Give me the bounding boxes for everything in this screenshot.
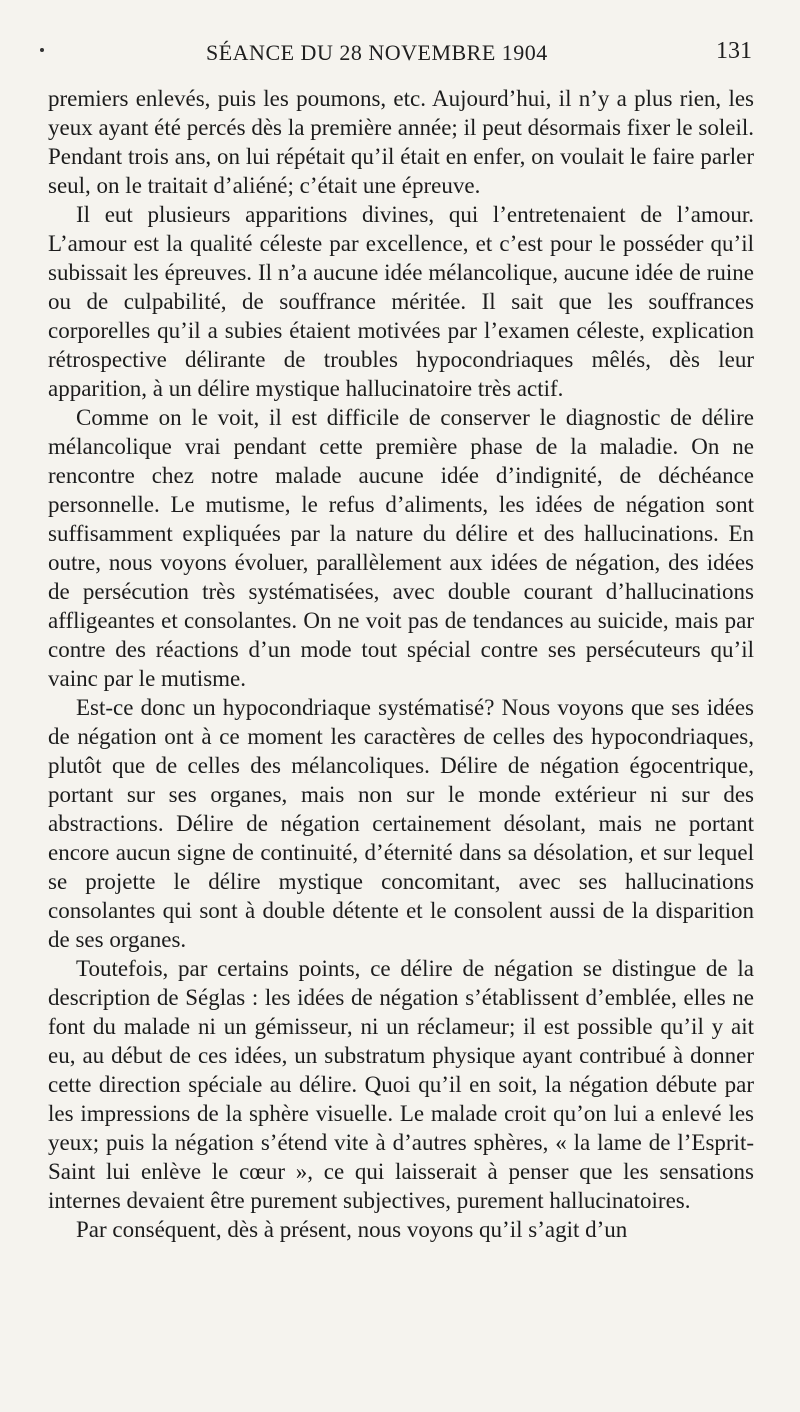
paragraph-3: Comme on le voit, il est difficile de conserver le diagnostic de délire mélancolique vrai pendant cette première phase de la maladie. On ne rencontre chez notre malade aucune idée d’indignité, de déchéance personnelle. Le mutisme, le refus d’aliments, les idées de négation sont suffisamment expliquées par la nature du délire et des hallucinations. En outre, nous voyons évoluer, parallèlement aux idées de négation, des idées de persécution très systématisées, avec double courant d’hallucinations affligeantes et consolantes. On ne voit pas de tendances au suicide, mais par contre des réactions d’un mode tout spécial contre ses persécuteurs qu’il vainc par le mutisme. <box>48 405 754 691</box>
page-number: 131 <box>716 38 752 64</box>
running-head: SÉANCE DU 28 NOVEMBRE 1904 <box>206 40 548 65</box>
paragraph-1: premiers enlevés, puis les poumons, etc. Aujourd’hui, il n’y a plus rien, les yeux ayant été percés dès la première année; il peut désormais fixer le soleil. Pendant trois ans, on lui répétait qu’il était en enfer, on voulait le faire parler seul, on le traitait d’aliéné; c’était une épreuve. <box>48 86 754 198</box>
paragraph-4: Est-ce donc un hypocondriaque systématisé? Nous voyons que ses idées de négation ont à ce moment les caractères de celles des hypocondriaques, plutôt que de celles des mélancoliques. Délire de négation égocentrique, portant sur ses organes, mais non sur le monde extérieur ni sur des abstractions. Délire de négation certainement désolant, mais ne portant encore aucun signe de continuité, d’éternité dans sa désolation, et sur lequel se projette le délire mystique concomitant, avec ses hallucinations consolantes qui sont à double détente et le consolent aussi de la disparition de ses organes. <box>48 695 754 952</box>
paragraph-6: Par conséquent, dès à présent, nous voyons qu’il s’agit d’un <box>76 1217 628 1242</box>
page-body <box>48 84 754 1244</box>
paragraph-5: Toutefois, par certains points, ce délire de négation se distingue de la description de Séglas : les idées de négation s’établissent d’emblée, elles ne font du malade ni un gémisseur, ni un réclameur; il est possible qu’il y ait eu, au début de ces idées, un substratum physique ayant contribué à donner cette direction spéciale au délire. Quoi qu’il en soit, la négation débute par les impressions de la sphère visuelle. Le malade croit qu’on lui a enlevé les yeux; puis la négation s’étend vite à d’autres sphères, « la lame de l’Esprit-Saint lui enlève le cœur », ce qui laisserait à penser que les sensations internes devaient être purement subjectives, purement hallucinatoires. <box>48 956 754 1213</box>
paragraph-2: Il eut plusieurs apparitions divines, qui l’entretenaient de l’amour. L’amour est la qualité céleste par excellence, et c’est pour le posséder qu’il subissait les épreuves. Il n’a aucune idée mélancolique, aucune idée de ruine ou de culpabilité, de souffrance méritée. Il sait que les souffrances corporelles qu’il a subies étaient motivées par l’examen céleste, explication rétrospective délirante de troubles hypocondriaques mêlés, dès leur apparition, à un délire mystique hallucinatoire très actif. <box>48 202 754 401</box>
page-header <box>40 34 752 74</box>
margin-dot-mark <box>40 48 44 52</box>
